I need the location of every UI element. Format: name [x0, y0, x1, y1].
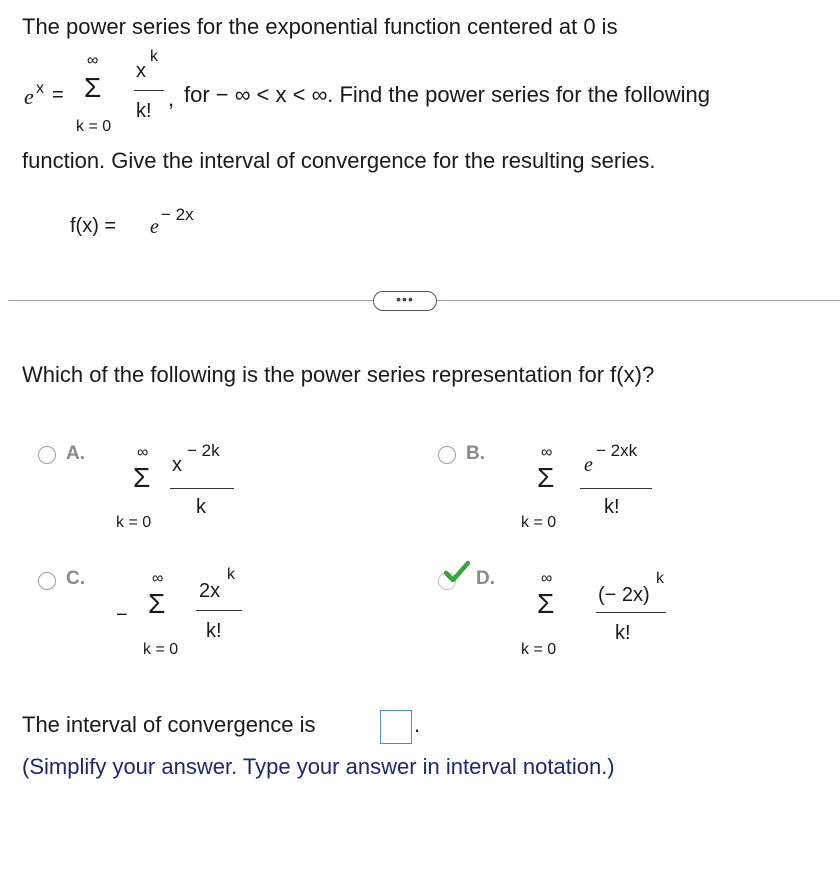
numerator-exponent: k: [150, 48, 158, 65]
option-d-denominator: k!: [615, 622, 631, 644]
option-d-sigma: Σ: [537, 588, 555, 619]
option-c-minus: −: [116, 604, 128, 626]
option-a-lower-limit: k = 0: [116, 514, 152, 531]
interval-answer-input[interactable]: [380, 710, 412, 744]
fraction-bar: [134, 90, 164, 91]
equals-sign: =: [52, 84, 64, 106]
denominator: k!: [136, 100, 152, 122]
option-d-fraction-bar: [596, 612, 666, 613]
option-a-exponent: − 2k: [187, 441, 220, 460]
for-domain-text: for − ∞ < x < ∞. Find the power series for the following: [184, 82, 711, 107]
option-c-upper-limit: ∞: [152, 570, 164, 587]
option-d-upper-limit: ∞: [541, 570, 553, 587]
option-c-denominator: k!: [206, 620, 222, 642]
sum-upper-limit: ∞: [87, 52, 99, 69]
option-c-lower-limit: k = 0: [143, 641, 179, 658]
option-b-radio[interactable]: [438, 446, 456, 464]
question-line-1: The power series for the exponential function centered at 0 is: [22, 14, 618, 39]
option-c-sigma: Σ: [148, 588, 166, 619]
comma: ,: [168, 86, 175, 111]
option-c-fraction-bar: [196, 610, 242, 611]
option-c-radio[interactable]: [38, 572, 56, 590]
option-a-denominator: k: [196, 496, 206, 518]
option-b-exponent: − 2xk: [596, 441, 638, 460]
option-b-label: B.: [466, 443, 485, 464]
option-d-lower-limit: k = 0: [521, 641, 557, 658]
option-c-exponent: k: [227, 566, 235, 583]
option-d-label: D.: [476, 568, 495, 589]
question-line-3: function. Give the interval of convergence for the resulting series.: [22, 148, 656, 173]
option-d-numerator: (− 2x): [598, 584, 650, 606]
question-prompt: Which of the following is the power series representation for f(x)?: [22, 362, 655, 387]
more-button[interactable]: •••: [373, 291, 437, 311]
interval-period: .: [414, 712, 421, 737]
option-a-fraction-bar: [170, 488, 234, 489]
option-a-upper-limit: ∞: [137, 444, 149, 461]
function-lhs: f(x) =: [70, 215, 117, 237]
numerator-x: x: [136, 60, 146, 82]
option-b-sigma: Σ: [537, 462, 555, 493]
option-c-numerator: 2x: [199, 580, 221, 602]
option-a-numerator: x: [172, 454, 182, 476]
function-exponent: − 2x: [161, 205, 194, 224]
option-b-lower-limit: k = 0: [521, 514, 557, 531]
option-b-numerator: e: [584, 454, 593, 476]
option-c-label: C.: [66, 568, 85, 589]
function-base-e: e: [150, 216, 159, 238]
option-b-fraction-bar: [580, 488, 652, 489]
option-a-sigma: Σ: [133, 462, 151, 493]
option-a-radio[interactable]: [38, 446, 56, 464]
interval-label: The interval of convergence is: [22, 712, 316, 737]
sigma-symbol: Σ: [84, 72, 102, 103]
sum-lower-limit: k = 0: [76, 118, 112, 135]
option-d-exponent: k: [656, 570, 664, 587]
answer-hint: (Simplify your answer. Type your answer in interval notation.): [22, 754, 615, 779]
option-b-upper-limit: ∞: [541, 444, 553, 461]
ex-exponent: x: [36, 80, 44, 97]
option-b-denominator: k!: [604, 496, 620, 518]
ex-base: e: [24, 84, 34, 109]
option-a-label: A.: [66, 443, 85, 464]
check-icon: [444, 560, 470, 584]
